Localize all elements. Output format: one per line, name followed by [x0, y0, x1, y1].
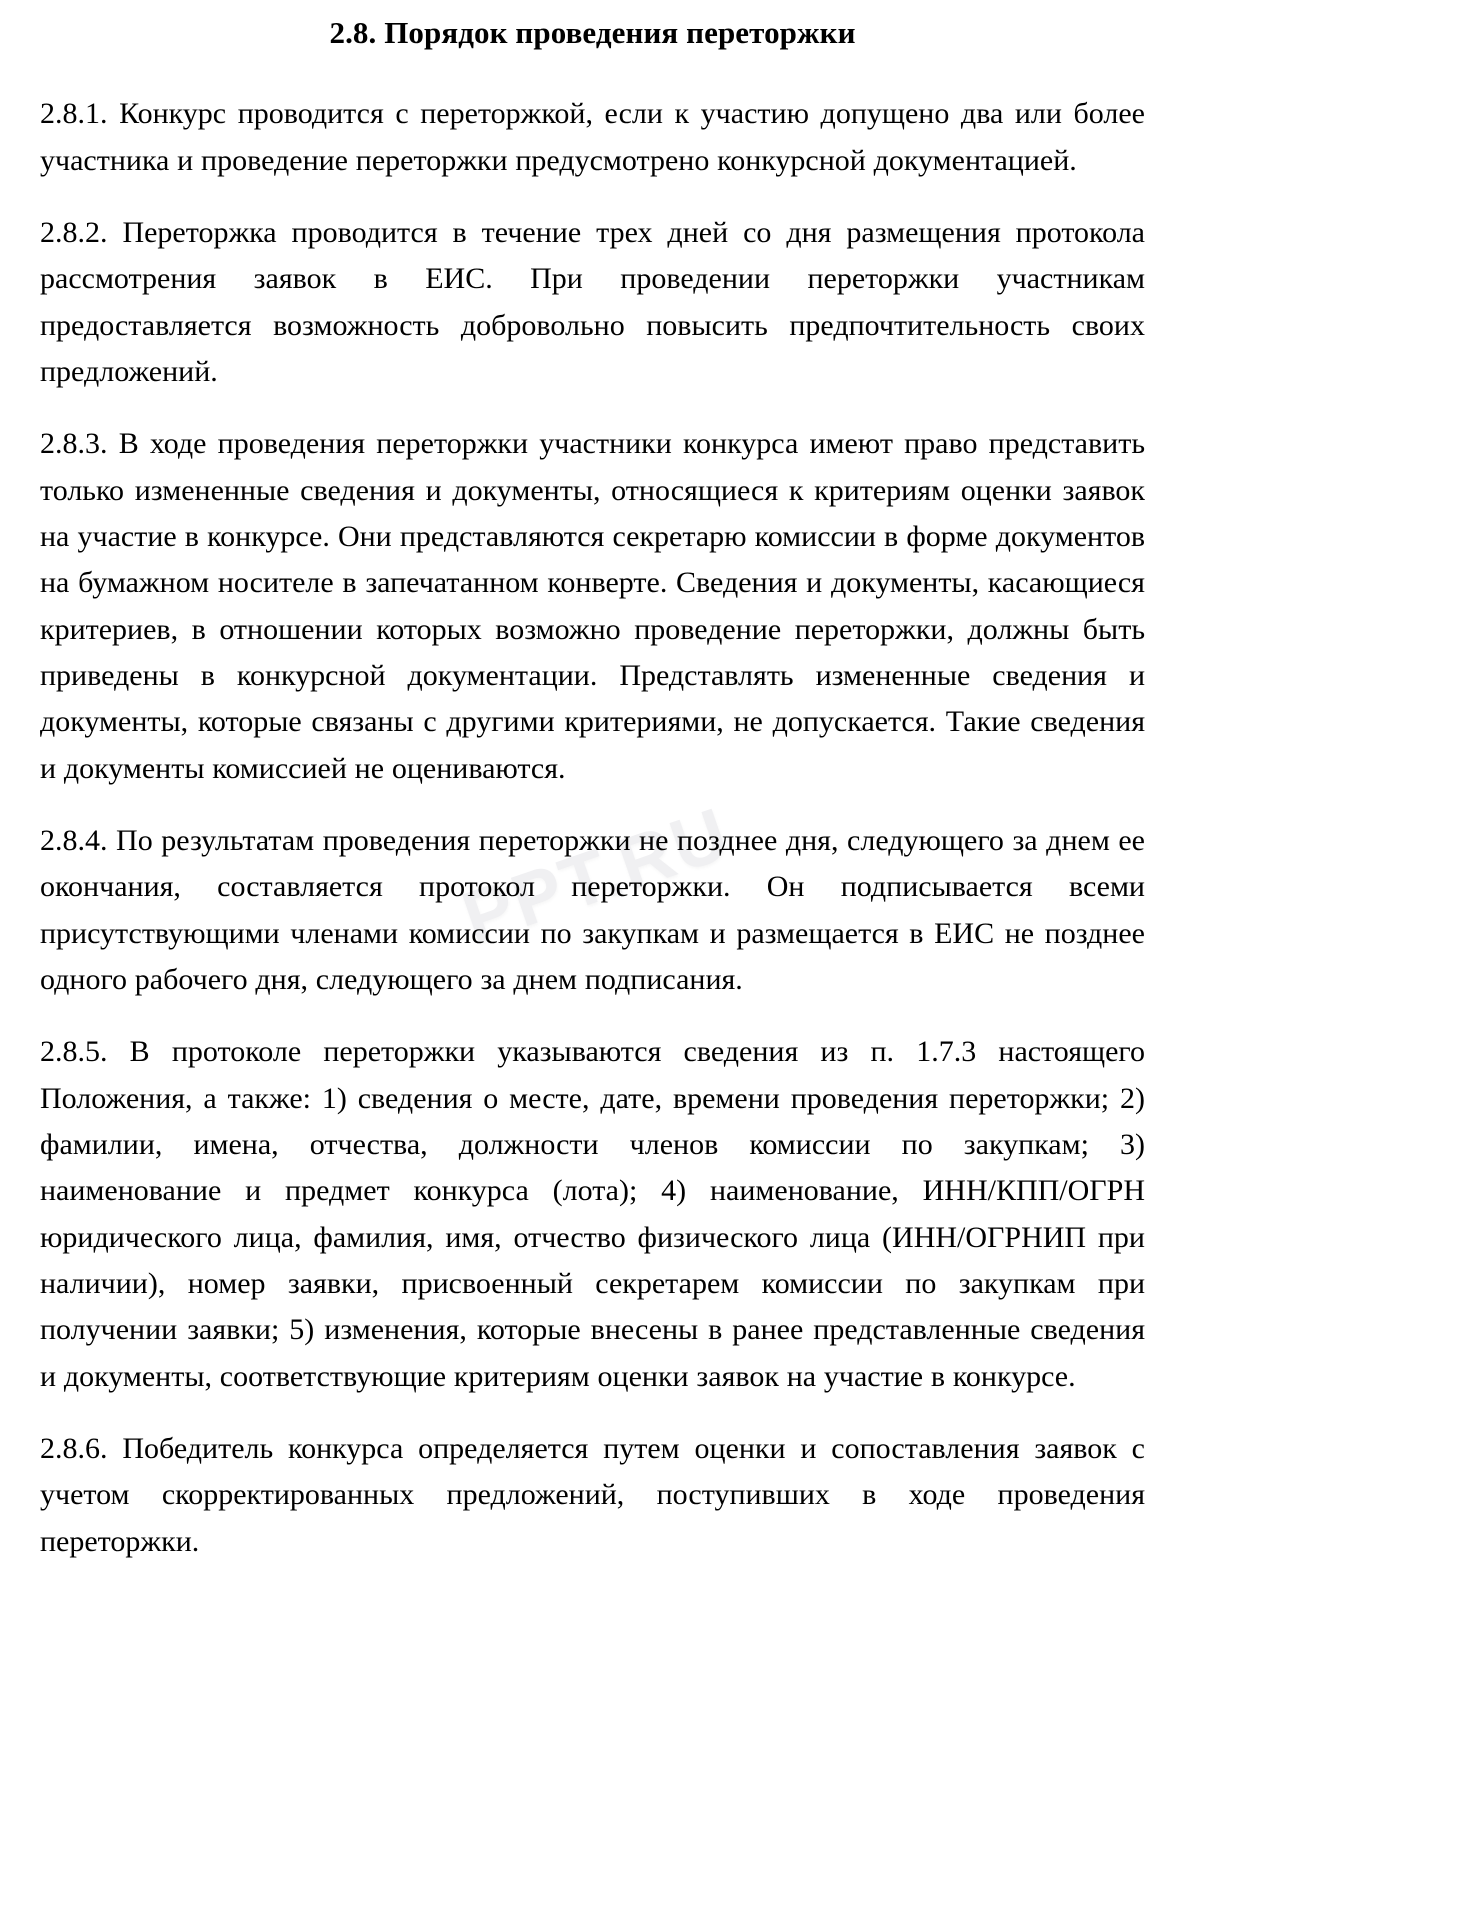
document-body — [40, 0, 1145, 1565]
paragraph-2-8-1: 2.8.1. Конкурс проводится с переторжкой, если к участию допущено два или более участника и проведение переторжки предусмотрено конкурсной документацией. — [40, 97, 1145, 177]
page-title: 2.8. Порядок проведения переторжки — [329, 15, 856, 50]
paragraph-2-8-4: 2.8.4. По результатам проведения переторжки не позднее дня, следующего за днем ее окончания, составляется протокол переторжки. Он подписывается всеми присутствующими членами комиссии по закупкам и размещается в ЕИС не позднее одного рабочего дня, следующего за днем подписания. — [40, 824, 1145, 997]
paragraph-2-8-6: 2.8.6. Победитель конкурса определяется путем оценки и сопоставления заявок с учетом скорректированных предложений, поступивших в ходе проведения переторжки. — [40, 1432, 1145, 1558]
paragraph-2-8-3: 2.8.3. В ходе проведения переторжки участники конкурса имеют право представить только измененные сведения и документы, относящиеся к критериям оценки заявок на участие в конкурсе. Они представляются секретарю комиссии в форме документов на бумажном носителе в запечатанном конверте. Сведения и документы, касающиеся критериев, в отношении которых возможно проведение переторжки, должны быть приведены в конкурсной документации. Представлять измененные сведения и документы, которые связаны с другими критериями, не допускается. Такие сведения и документы комиссией не оцениваются. — [40, 427, 1145, 785]
paragraph-2-8-5: 2.8.5. В протоколе переторжки указываются сведения из п. 1.7.3 настоящего Положения, а также: 1) сведения о месте, дате, времени проведения переторжки; 2) фамилии, имена, отчества, должности членов комиссии по закупкам; 3) наименование и предмет конкурса (лота); 4) наименование, ИНН/КПП/ОГРН юридического лица, фамилия, имя, отчество физического лица (ИНН/ОГРНИП при наличии), номер заявки, присвоенный секретарем комиссии по закупкам при получении заявки; 5) изменения, которые внесены в ранее представленные сведения и документы, соответствующие критериям оценки заявок на участие в конкурсе. — [40, 1035, 1145, 1393]
paragraph-2-8-2: 2.8.2. Переторжка проводится в течение трех дней со дня размещения протокола рассмотрения заявок в ЕИС. При проведении переторжки участникам предоставляется возможность добровольно повысить предпочтительность своих предложений. — [40, 215, 1145, 388]
ppt-ru-watermark: PPT.RU — [452, 791, 740, 960]
